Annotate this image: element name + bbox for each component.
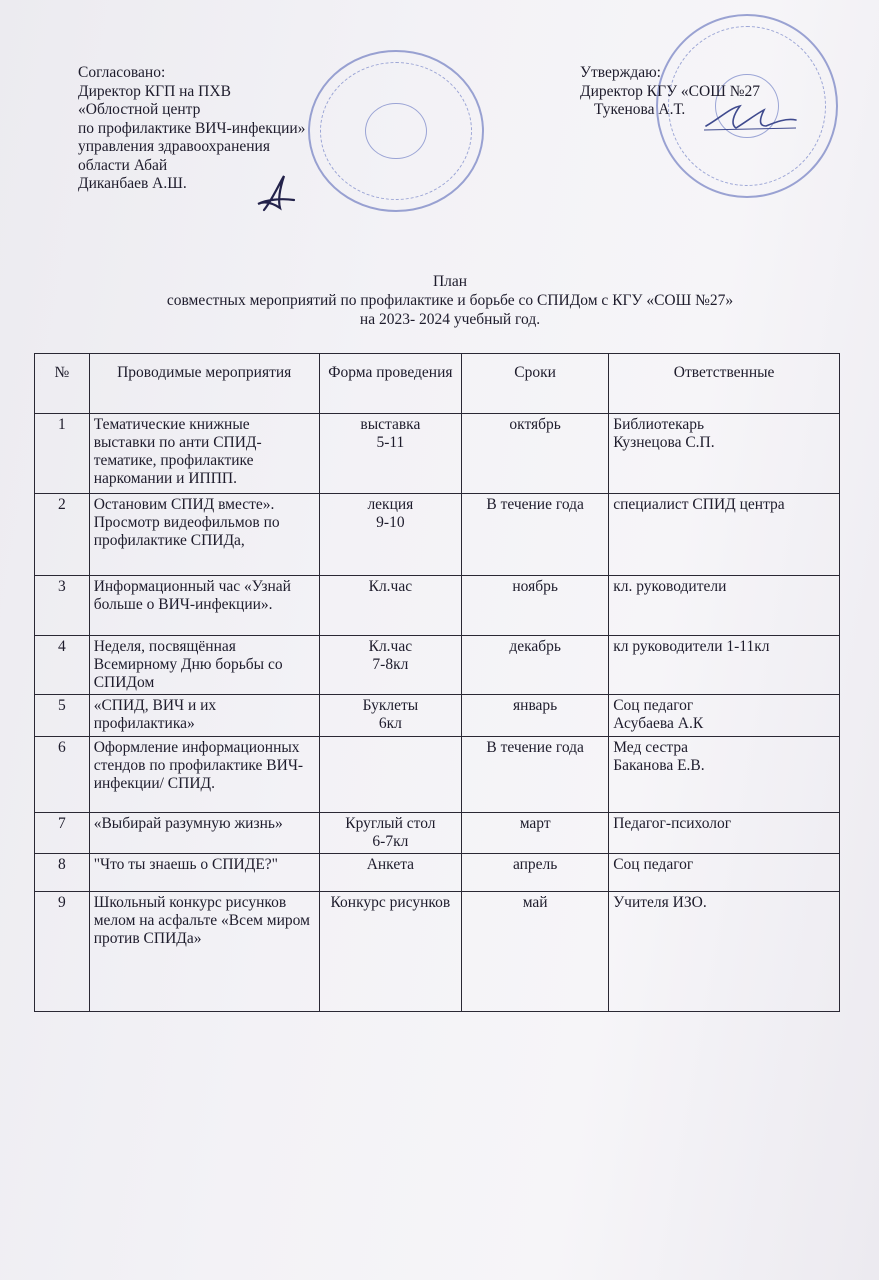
approval-left-line: управления здравоохранения xyxy=(78,138,270,155)
table-row xyxy=(35,576,840,636)
approval-left-line: по профилактике ВИЧ-инфекции» xyxy=(78,119,306,137)
cell-form xyxy=(319,813,461,854)
table-row xyxy=(35,737,840,813)
cell-term: В течение года xyxy=(462,737,609,813)
cell-number: 5 xyxy=(35,695,90,737)
cell-term: ноябрь xyxy=(462,576,609,636)
cell-event: Неделя, посвящённая Всемирному Дню борьбы со СПИДом xyxy=(89,636,319,695)
cell-number: 6 xyxy=(35,737,90,813)
responsible-subtext: Асубаева А.К xyxy=(613,715,704,732)
cell-event: Оформление информационных стендов по профилактике ВИЧ-инфекции/ СПИД. xyxy=(89,737,319,813)
cell-number: 4 xyxy=(35,636,90,695)
responsible-text: Библиотекарь xyxy=(613,416,705,433)
cell-event: «СПИД, ВИЧ и их профилактика» xyxy=(89,695,319,737)
events-table xyxy=(34,353,840,1012)
table-row xyxy=(35,414,840,494)
cell-event: «Выбирай разумную жизнь» xyxy=(89,813,319,854)
cell-term: май xyxy=(462,892,609,1012)
form-subtext: 9-10 xyxy=(376,514,405,531)
cell-event: Информационный час «Узнай больше о ВИЧ-инфекции». xyxy=(89,576,319,636)
table-row xyxy=(35,695,840,737)
form-text: лекция xyxy=(367,496,414,513)
cell-form: Конкурс рисунков xyxy=(319,892,461,1012)
cell-term: апрель xyxy=(462,854,609,892)
approval-left-line: Диканбаев А.Ш. xyxy=(78,175,187,192)
official-seal-left xyxy=(308,50,484,212)
responsible-text: Соц педагог xyxy=(613,697,694,714)
responsible-text: Мед сестра xyxy=(613,739,689,756)
signature-left xyxy=(250,170,300,216)
cell-event: "Что ты знаешь о СПИДЕ?" xyxy=(89,854,319,892)
header-event: Проводимые мероприятия xyxy=(89,354,319,414)
cell-number: 3 xyxy=(35,576,90,636)
cell-number: 1 xyxy=(35,414,90,494)
approval-right-line: Тукенова А.Т. xyxy=(594,101,686,118)
form-subtext: 7-8кл xyxy=(372,656,409,673)
cell-term: декабрь xyxy=(462,636,609,695)
cell-responsible xyxy=(609,414,840,494)
cell-event: Школьный конкурс рисунков мелом на асфальте «Всем миром против СПИДа» xyxy=(89,892,319,1012)
table-row xyxy=(35,892,840,1012)
cell-term: В течение года xyxy=(462,494,609,576)
cell-number: 2 xyxy=(35,494,90,576)
approval-left-line: Согласовано: xyxy=(78,64,166,81)
title-line: на 2023- 2024 учебный год. xyxy=(359,311,541,328)
table-row xyxy=(35,494,840,576)
form-text: выставка xyxy=(360,416,421,433)
approval-left-line: «Облостной центр xyxy=(78,101,201,118)
form-subtext: 6-7кл xyxy=(372,833,409,850)
table-header-row xyxy=(35,354,840,414)
approval-left-line: области Абай xyxy=(78,156,168,174)
cell-responsible: кл. руководители xyxy=(609,576,840,636)
cell-term: январь xyxy=(462,695,609,737)
signature-right xyxy=(700,100,800,136)
cell-term: март xyxy=(462,813,609,854)
cell-term: октябрь xyxy=(462,414,609,494)
header-number: № xyxy=(35,354,90,414)
cell-form xyxy=(319,695,461,737)
header-term: Сроки xyxy=(462,354,609,414)
cell-responsible: кл руководители 1-11кл xyxy=(609,636,840,695)
table-row xyxy=(35,636,840,695)
cell-responsible xyxy=(609,695,840,737)
form-subtext: 6кл xyxy=(378,715,402,732)
document-title xyxy=(60,272,840,329)
cell-number: 7 xyxy=(35,813,90,854)
approval-left-line: Директор КГП на ПХВ xyxy=(78,82,231,100)
cell-responsible: специалист СПИД центра xyxy=(609,494,840,576)
form-text: Круглый стол xyxy=(345,815,436,832)
responsible-subtext: Кузнецова С.П. xyxy=(613,434,715,451)
cell-number: 8 xyxy=(35,854,90,892)
cell-event xyxy=(89,494,319,576)
cell-event: Тематические книжные выставки по анти СПИД-тематике, профилактике наркомании и ИППП. xyxy=(89,414,319,494)
title-line: План xyxy=(432,273,468,290)
form-subtext: 5-11 xyxy=(376,434,405,451)
table-row xyxy=(35,813,840,854)
cell-form xyxy=(319,636,461,695)
header-responsible: Ответственные xyxy=(609,354,840,414)
cell-form: Кл.час xyxy=(319,576,461,636)
cell-form: Анкета xyxy=(319,854,461,892)
form-text: Кл.час xyxy=(368,638,413,655)
table-row xyxy=(35,854,840,892)
form-text: Буклеты xyxy=(362,697,419,714)
cell-responsible: Учителя ИЗО. xyxy=(609,892,840,1012)
responsible-subtext: Баканова Е.В. xyxy=(613,757,705,774)
cell-number: 9 xyxy=(35,892,90,1012)
event-subtext: Просмотр видеофильмов по профилактике СПИДа, xyxy=(93,514,280,549)
event-text: Остановим СПИД вместе». xyxy=(93,496,275,513)
approval-right-line: Директор КГУ «СОШ №27 xyxy=(580,82,760,100)
cell-form xyxy=(319,737,461,813)
cell-responsible xyxy=(609,737,840,813)
cell-form xyxy=(319,414,461,494)
cell-responsible: Педагог-психолог xyxy=(609,813,840,854)
header-form: Формa проведения xyxy=(319,354,461,414)
title-line: совместных мероприятий по профилактике и борьбе со СПИДом с КГУ «СОШ №27» xyxy=(166,292,734,309)
cell-form xyxy=(319,494,461,576)
approval-right-line: Утверждаю: xyxy=(580,64,661,81)
cell-responsible: Соц педагог xyxy=(609,854,840,892)
